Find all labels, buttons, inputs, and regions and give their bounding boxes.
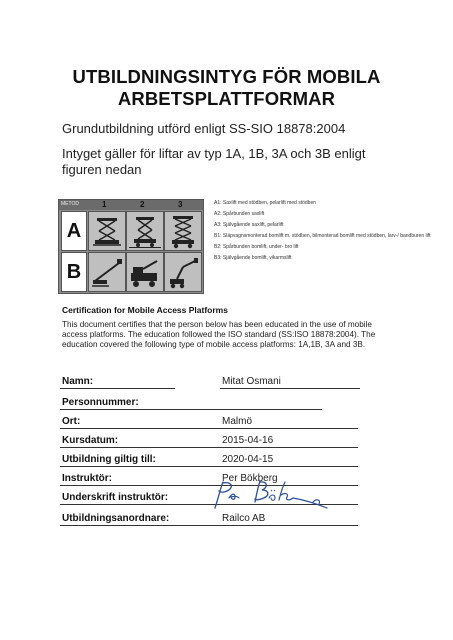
self-propelled-scissor-lift-icon — [164, 211, 202, 251]
rail-scissor-lift-icon — [126, 211, 164, 251]
figure-row-a: A — [61, 211, 87, 251]
figure-row-b: B — [61, 252, 87, 292]
lift-type-figure — [58, 199, 204, 294]
field-personal-number — [62, 397, 357, 413]
title-line-1: UTBILDNINGSINTYG FÖR MOBILA — [72, 66, 381, 87]
field-label: Utbildning giltig till: — [62, 454, 156, 465]
field-label: Instruktör: — [62, 473, 112, 484]
legend-item-b2: B2: Spårbunden bomlift, under- bro lift — [214, 244, 299, 251]
figure-column-1: 1 — [102, 200, 107, 209]
field-underline — [220, 388, 360, 389]
field-underline — [60, 525, 358, 526]
rail-boom-lift-icon — [126, 252, 164, 292]
field-organizer — [62, 513, 357, 529]
field-label: Underskrift instruktör: — [62, 492, 169, 503]
field-label: Ort: — [62, 416, 81, 427]
field-valid-until — [62, 454, 357, 470]
field-underline — [60, 466, 358, 467]
field-value: Mitat Osmani — [222, 376, 281, 387]
field-city — [62, 416, 357, 432]
trailer-boom-lift-icon — [88, 252, 126, 292]
title-line-2: ARBETSPLATTFORMAR — [117, 88, 336, 109]
legend-item-a1: A1: Saxlift med stödben, pelarlift med stödben — [214, 200, 317, 206]
self-propelled-boom-lift-icon — [164, 252, 202, 292]
scope-text: Intyget gäller för liftar av typ 1A, 1B, 3A och 3B enligt figuren nedan — [62, 146, 366, 177]
field-underline — [60, 428, 358, 429]
certification-body: This document certifies that the person below has been educated in the use of mobile access platforms. The education followed the ISO standard (SS:ISO 18878:2004). The education covered the following type of mobile access platforms: 1A,1B, 3A and 3B. — [62, 320, 376, 350]
certification-heading: Certification for Mobile Access Platforms — [62, 305, 228, 315]
figure-column-3: 3 — [178, 200, 183, 209]
field-value: 2015-04-16 — [222, 435, 274, 446]
field-label: Utbildningsanordnare: — [62, 513, 170, 524]
field-course-date — [62, 435, 357, 451]
field-label: Namn: — [62, 376, 94, 387]
legend-item-b3: B3: Självgående bomlift, vikarmslift — [214, 255, 292, 262]
field-value: Railco AB — [222, 513, 266, 524]
scissor-lift-outrigger-icon — [88, 211, 126, 251]
legend-item-a2: A2: Spårbunden saxlift — [214, 211, 265, 218]
field-label: Personnummer: — [62, 397, 139, 408]
field-label: Kursdatum: — [62, 435, 119, 446]
field-underline — [60, 447, 358, 448]
figure-column-2: 2 — [140, 200, 145, 209]
legend-item-a3: A3: Självgående saxlift, pelarlift — [214, 222, 284, 229]
field-underline — [60, 388, 175, 389]
field-value: Per Bökberg — [222, 473, 278, 484]
field-name — [62, 376, 357, 392]
field-value: 2020-04-15 — [222, 454, 274, 465]
field-underline — [60, 409, 322, 410]
legend-item-b1: B1: Släpvagnsmonterad bomlift m. stödben, bilmonterad bomlift med stödben, larv-/ bandburen lift — [214, 233, 431, 240]
figure-header-label: METOD — [61, 201, 79, 207]
subtitle: Grundutbildning utförd enligt SS-SIO 18878:2004 — [62, 121, 346, 136]
lift-type-legend — [214, 200, 434, 267]
instructor-signature — [205, 478, 330, 512]
field-value: Malmö — [222, 416, 253, 427]
